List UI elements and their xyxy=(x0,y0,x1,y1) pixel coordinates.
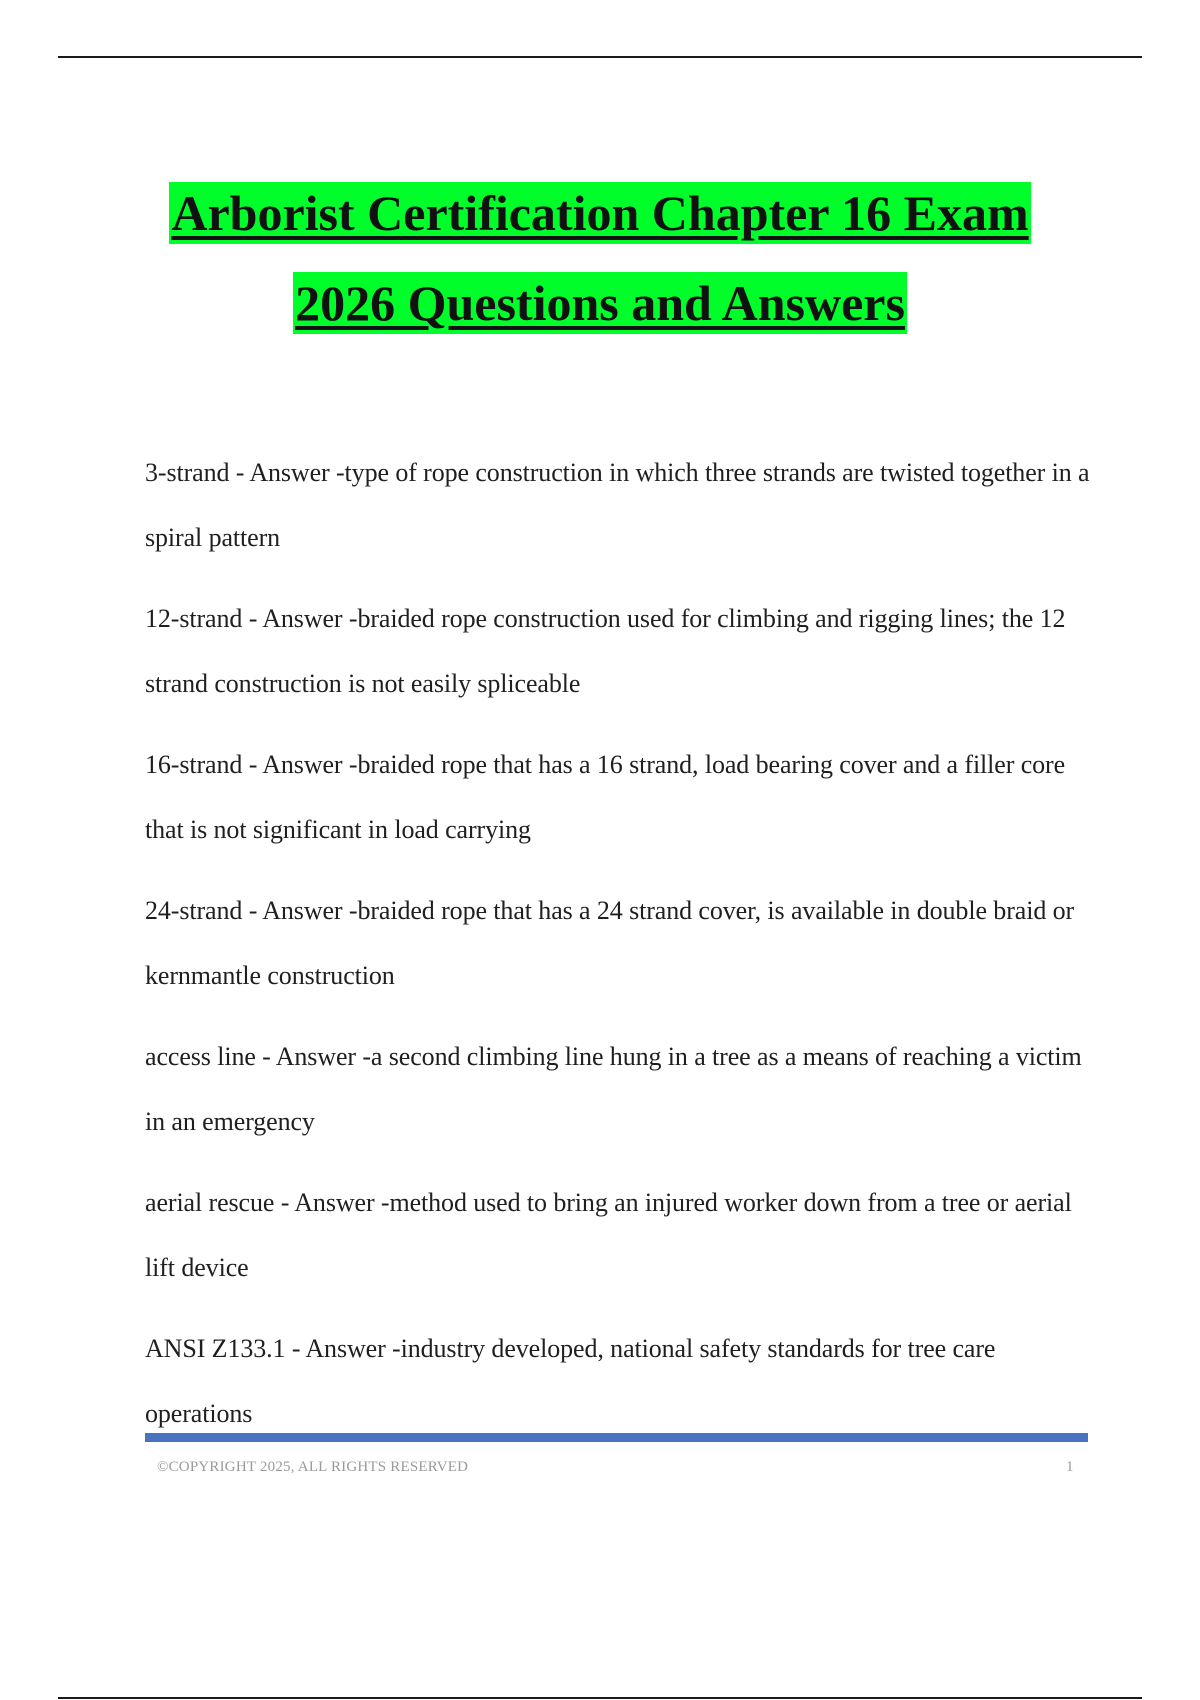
page-number: 1 xyxy=(1066,1459,1074,1475)
qa-entry-aerial-rescue: aerial rescue - Answer -method used to bring an injured worker down from a tree or aerial lift device xyxy=(145,1188,1072,1282)
top-rule xyxy=(58,56,1142,58)
qa-entry-access-line: access line - Answer -a second climbing line hung in a tree as a means of reaching a victim in an emergency xyxy=(145,1042,1082,1136)
qa-entry-12-strand: 12-strand - Answer -braided rope construction used for climbing and rigging lines; the 12 strand construction is not easily spliceable xyxy=(145,604,1066,698)
qa-list xyxy=(145,440,1095,1462)
qa-entry-ansi-z133: ANSI Z133.1 - Answer -industry developed, national safety standards for tree care operations xyxy=(145,1334,996,1428)
bottom-rule xyxy=(58,1697,1142,1699)
qa-entry-16-strand: 16-strand - Answer -braided rope that has a 16 strand, load bearing cover and a filler core that is not significant in load carrying xyxy=(145,750,1066,844)
qa-entry-24-strand: 24-strand - Answer -braided rope that has a 24 strand cover, is available in double braid or kernmantle construction xyxy=(145,896,1075,990)
footer-bar xyxy=(145,1433,1088,1442)
title-line-2: 2026 Questions and Answers xyxy=(293,272,907,334)
qa-entry-3-strand: 3-strand - Answer -type of rope construction in which three strands are twisted together in a spiral pattern xyxy=(145,458,1090,552)
footer-copyright: ©COPYRIGHT 2025, ALL RIGHTS RESERVED xyxy=(157,1459,469,1475)
title-line-1: Arborist Certification Chapter 16 Exam xyxy=(169,182,1030,244)
